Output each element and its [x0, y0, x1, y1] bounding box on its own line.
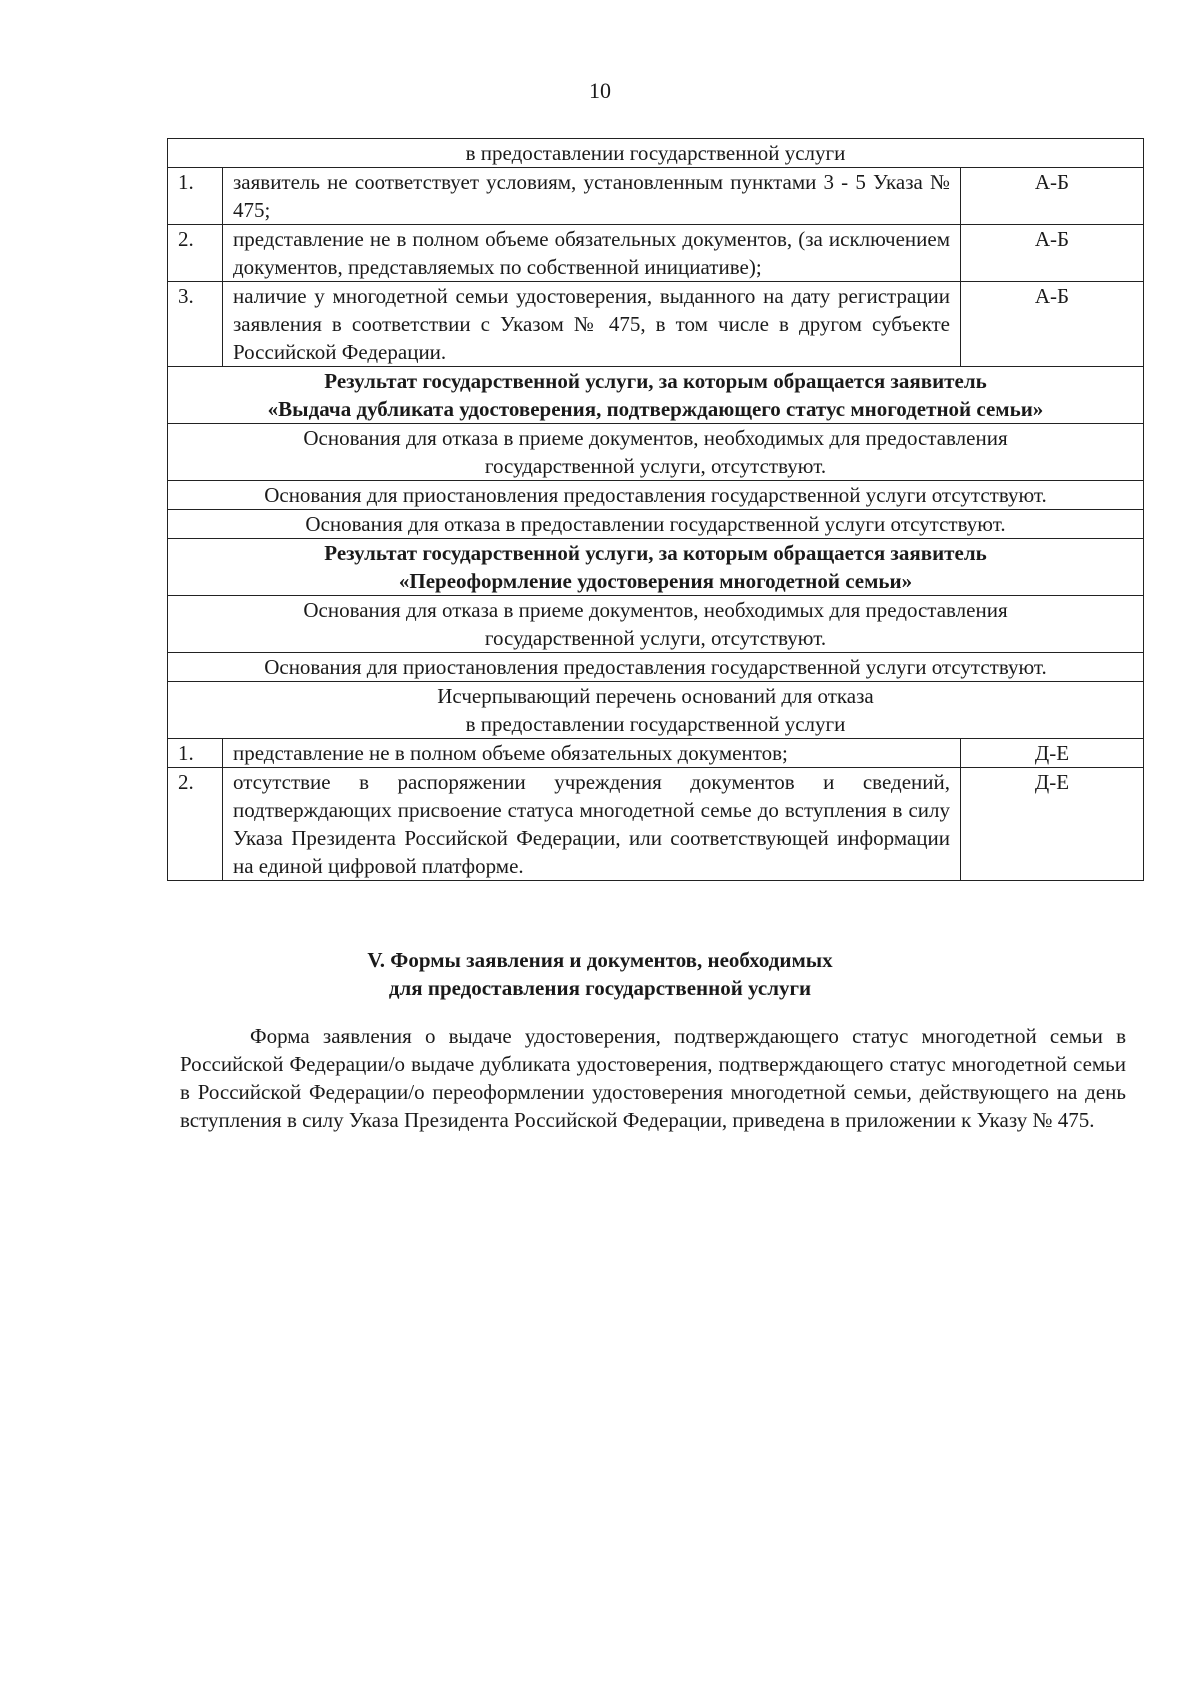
item-number: 1. — [168, 739, 223, 768]
table-row-item — [168, 282, 1144, 367]
heading-line-1: Основания для отказа в приеме документов, необходимых для предоставления — [303, 598, 1008, 622]
grounds-table-body — [168, 139, 1144, 881]
item-number: 3. — [168, 282, 223, 367]
table-row-heading — [168, 539, 1144, 596]
heading-cell — [168, 596, 1144, 653]
heading-line-2: в предоставлении государственной услуги — [465, 712, 846, 736]
grounds-table — [167, 138, 1144, 881]
item-text: представление не в полном объеме обязательных документов, (за исключением документов, представляемых по собственной инициативе); — [223, 225, 961, 282]
item-text: отсутствие в распоряжении учреждения документов и сведений, подтверждающих присвоение статуса многодетной семье до вступления в силу Указа Президента Российской Федерации, или соответствующей информации на единой цифровой платформе. — [223, 768, 961, 881]
item-text: наличие у многодетной семьи удостоверения, выданного на дату регистрации заявления в соответствии с Указом № 475, в том числе в другом субъекте Российской Федерации. — [223, 282, 961, 367]
page-number: 10 — [589, 78, 611, 103]
item-code: А-Б — [961, 168, 1144, 225]
result-heading-cell — [168, 539, 1144, 596]
heading-cell: Основания для приостановления предоставления государственной услуги отсутствуют. — [168, 653, 1144, 682]
table-row-heading — [168, 596, 1144, 653]
table-row-item — [168, 768, 1144, 881]
item-text: представление не в полном объеме обязательных документов; — [223, 739, 961, 768]
table-row-item — [168, 739, 1144, 768]
heading-line-1: Основания для отказа в приеме документов, необходимых для предоставления — [303, 426, 1008, 450]
heading-line-2: государственной услуги, отсутствуют. — [484, 454, 827, 478]
heading-line-2: государственной услуги, отсутствуют. — [484, 626, 827, 650]
section-title — [0, 946, 1200, 1002]
item-number: 1. — [168, 168, 223, 225]
table-row-item — [168, 168, 1144, 225]
item-number: 2. — [168, 768, 223, 881]
heading-line-2: «Выдача дубликата удостоверения, подтверждающего статус многодетной семьи» — [267, 397, 1044, 421]
section-title-line-2: для предоставления государственной услуги — [388, 976, 812, 1000]
item-code: Д-Е — [961, 739, 1144, 768]
table-row-heading — [168, 510, 1144, 539]
heading-cell: Основания для отказа в предоставлении государственной услуги отсутствуют. — [168, 510, 1144, 539]
heading-cell: Основания для приостановления предоставления государственной услуги отсутствуют. — [168, 481, 1144, 510]
table-row-heading — [168, 424, 1144, 481]
table-row-item — [168, 225, 1144, 282]
item-code: Д-Е — [961, 768, 1144, 881]
item-number: 2. — [168, 225, 223, 282]
item-code: А-Б — [961, 225, 1144, 282]
table-row-heading — [168, 653, 1144, 682]
heading-line-1: Результат государственной услуги, за которым обращается заявитель — [324, 541, 987, 565]
heading-cell: в предоставлении государственной услуги — [168, 139, 1144, 168]
result-heading-cell — [168, 367, 1144, 424]
table-row-heading — [168, 481, 1144, 510]
section-title-line-1: V. Формы заявления и документов, необходимых — [367, 948, 833, 972]
table-row-heading — [168, 139, 1144, 168]
table-row-heading — [168, 367, 1144, 424]
heading-cell — [168, 682, 1144, 739]
heading-line-2: «Переоформление удостоверения многодетной семьи» — [398, 569, 913, 593]
item-text: заявитель не соответствует условиям, установленным пунктами 3 - 5 Указа № 475; — [223, 168, 961, 225]
heading-line-1: Исчерпывающий перечень оснований для отказа — [437, 684, 874, 708]
heading-cell — [168, 424, 1144, 481]
form-paragraph: Форма заявления о выдаче удостоверения, подтверждающего статус многодетной семьи в Российской Федерации/о выдаче дубликата удостоверения, подтверждающего статус многодетной семьи в Российской Федерации/о переоформлении удостоверения многодетной семьи, действующего на день вступления в силу Указа Президента Российской Федерации, приведена в приложении к Указу № 475. — [180, 1024, 1126, 1132]
table-row-heading — [168, 682, 1144, 739]
heading-line-1: Результат государственной услуги, за которым обращается заявитель — [324, 369, 987, 393]
item-code: А-Б — [961, 282, 1144, 367]
